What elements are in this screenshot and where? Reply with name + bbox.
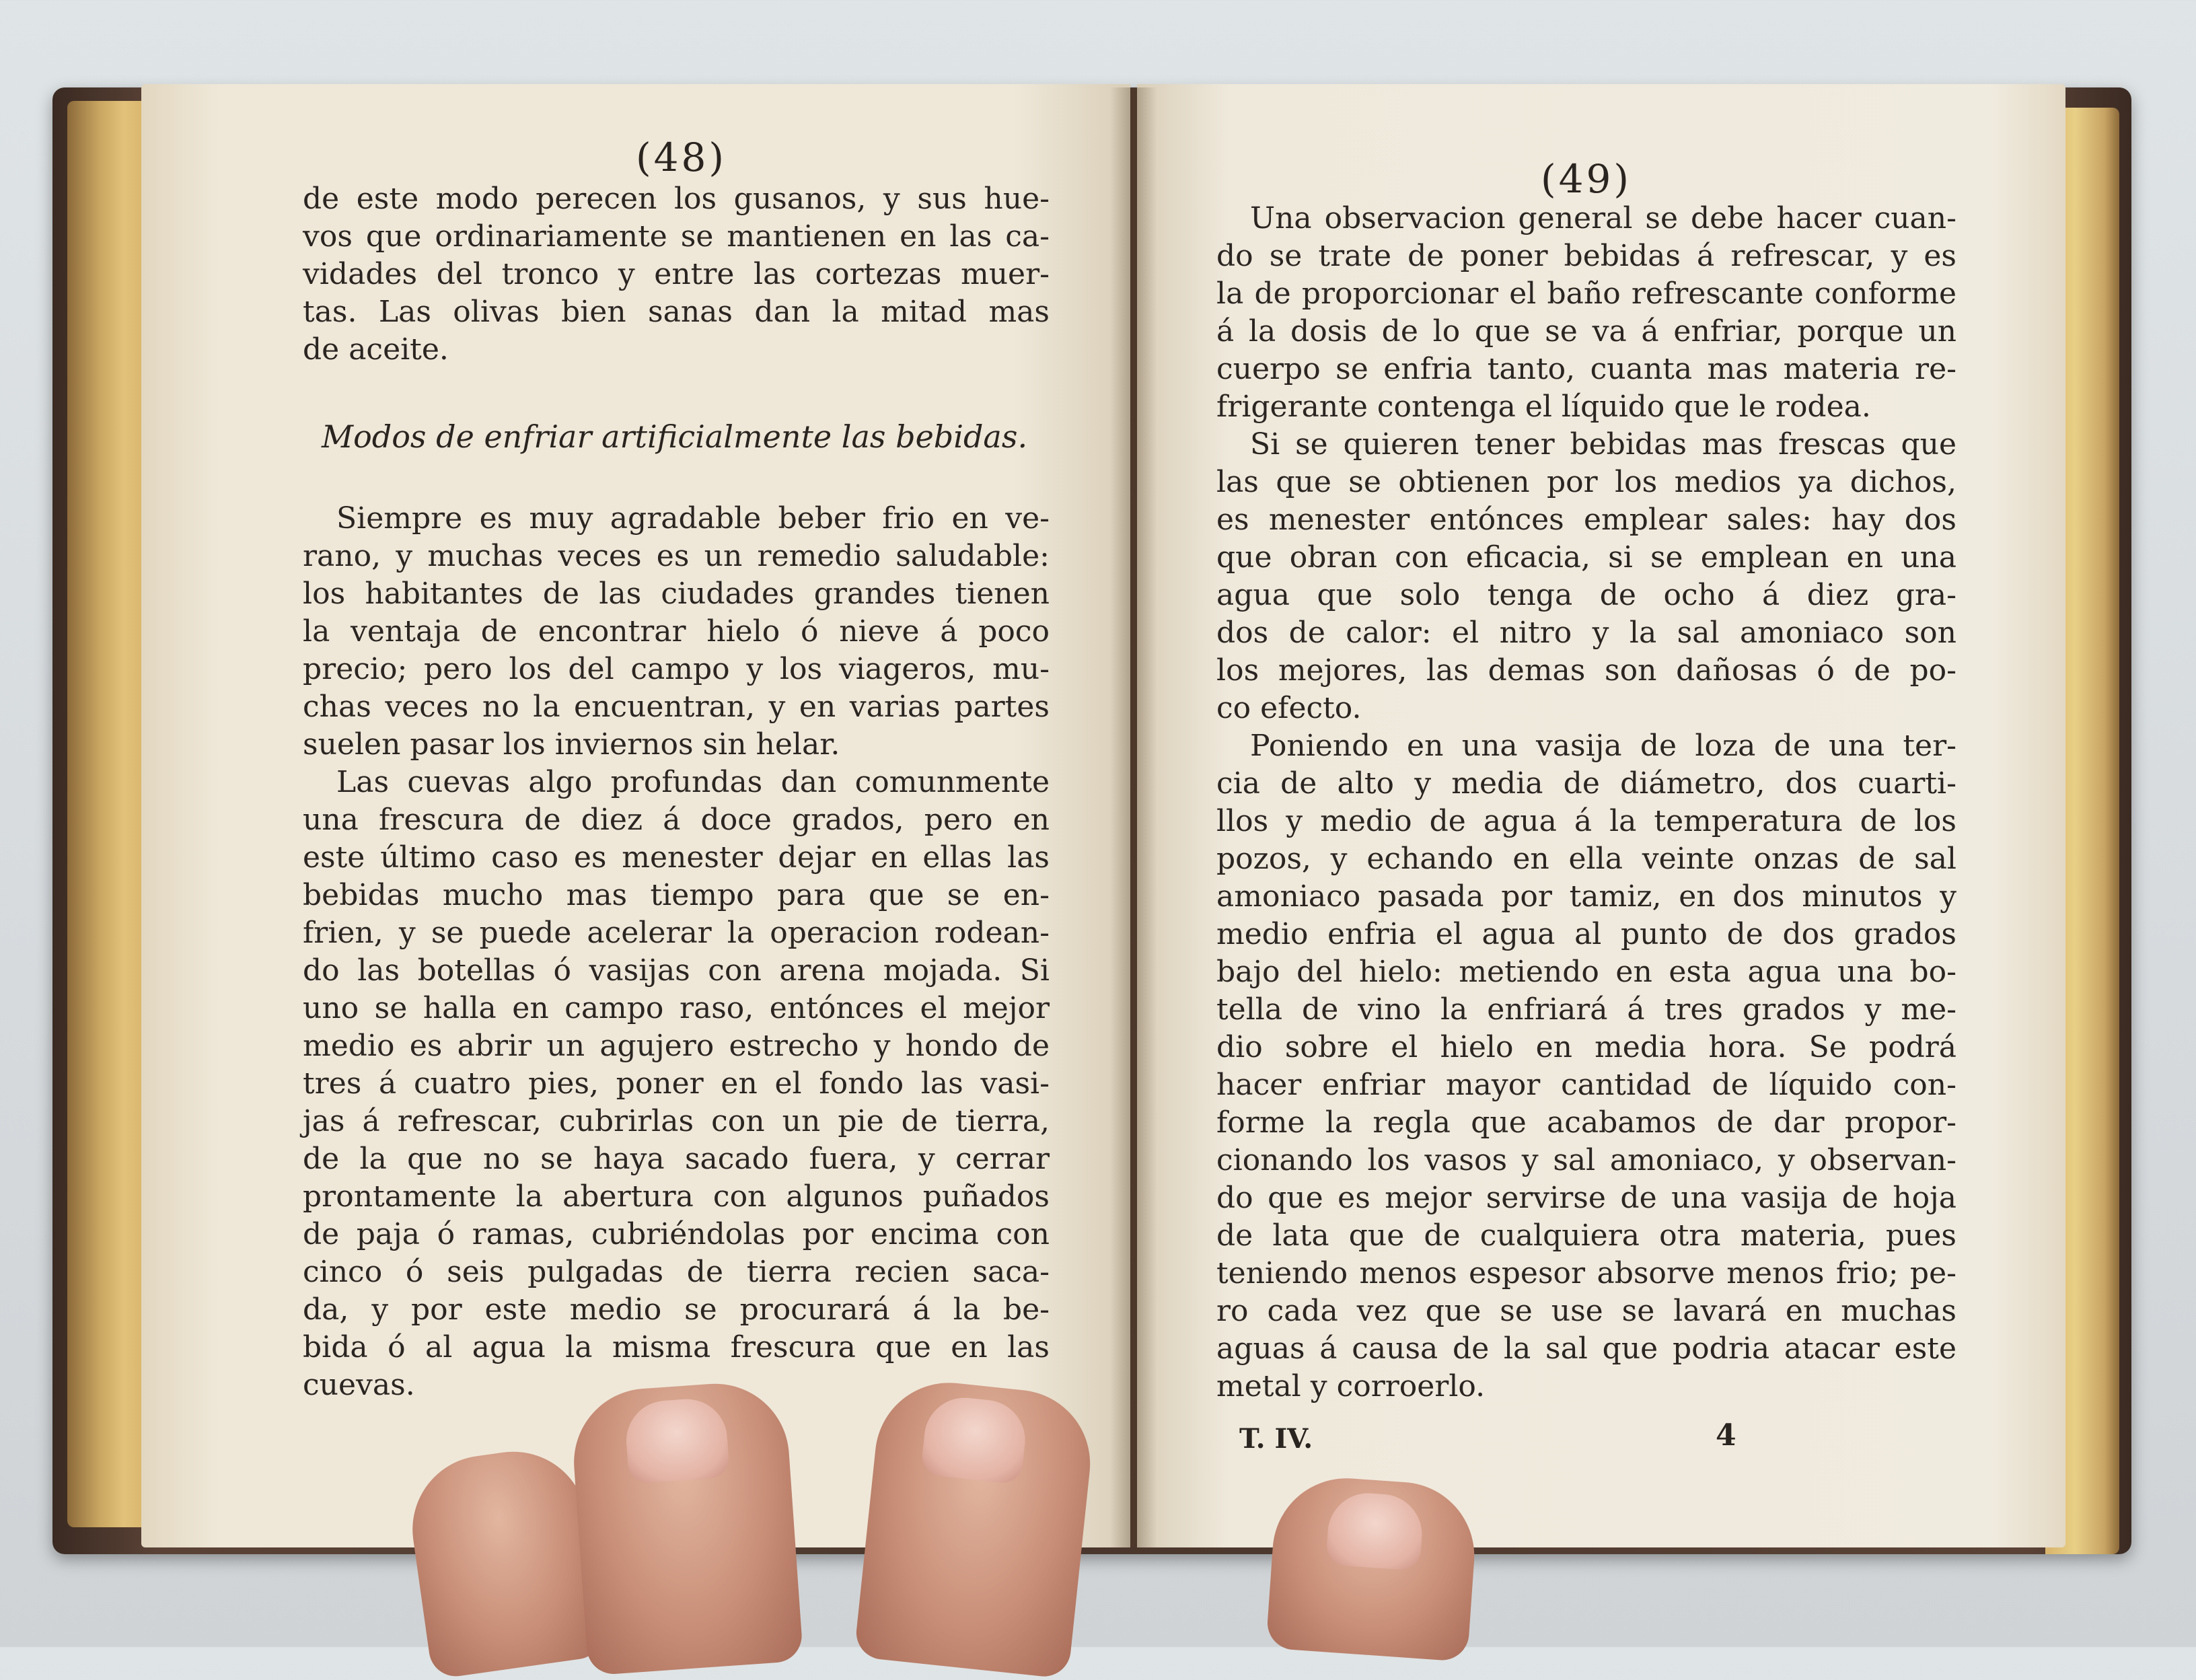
text-line: do que es mejor servirse de una vasija de hoja bbox=[1216, 1181, 1956, 1215]
text-line: frien, y se puede acelerar la operacion rodean- bbox=[303, 916, 1050, 950]
right-page-number: (49) bbox=[1541, 156, 1632, 202]
text-line: teniendo menos espesor absorve menos frio; pe- bbox=[1216, 1256, 1956, 1290]
text-line: es menester entónces emplear sales: hay dos bbox=[1216, 503, 1956, 537]
text-line: medio enfria el agua al punto de dos grados bbox=[1216, 917, 1956, 951]
text-line: que obran con eficacia, si se emplean en una bbox=[1216, 540, 1956, 575]
text-line: una frescura de diez á doce grados, pero en bbox=[303, 803, 1050, 837]
text-line: de aceite. bbox=[303, 332, 449, 367]
text-line: medio es abrir un agujero estrecho y hondo de bbox=[303, 1029, 1050, 1063]
text-line: metal y corroerlo. bbox=[1216, 1369, 1486, 1403]
page-edges-left bbox=[67, 101, 148, 1527]
left-page-number: (48) bbox=[636, 135, 727, 180]
text-line: tres á cuatro pies, poner en el fondo las vasi- bbox=[303, 1066, 1050, 1101]
text-line: co efecto. bbox=[1216, 691, 1362, 725]
text-line: hacer enfriar mayor cantidad de líquido con- bbox=[1216, 1068, 1956, 1102]
text-line: do las botellas ó vasijas con arena mojada. Si bbox=[303, 953, 1050, 988]
text-line: agua que solo tenga de ocho á diez gra- bbox=[1216, 578, 1956, 612]
text-line: frigerante contenga el líquido que le rodea. bbox=[1216, 390, 1871, 424]
text-line: dio sobre el hielo en media hora. Se podrá bbox=[1216, 1030, 1956, 1064]
text-line: ro cada vez que se use se lavará en muchas bbox=[1216, 1294, 1956, 1328]
book-gutter bbox=[1110, 87, 1157, 1547]
text-line: do se trate de poner bebidas á refrescar, y es bbox=[1216, 239, 1956, 273]
text-line: de paja ó ramas, cubriéndolas por encima con bbox=[303, 1217, 1050, 1251]
text-line: llos y medio de agua á la temperatura de los bbox=[1216, 804, 1956, 838]
thumbnail bbox=[1325, 1490, 1424, 1570]
text-line: de lata que de cualquiera otra materia, pues bbox=[1216, 1218, 1956, 1253]
text-line: los mejores, las demas son dañosas ó de po- bbox=[1216, 653, 1956, 688]
finger-right bbox=[854, 1375, 1097, 1679]
text-line: jas á refrescar, cubrirlas con un pie de tierra, bbox=[303, 1104, 1050, 1138]
text-line: bida ó al agua la misma frescura que en las bbox=[303, 1330, 1050, 1364]
text-line: de este modo perecen los gusanos, y sus hue- bbox=[303, 182, 1050, 216]
text-line: amoniaco pasada por tamiz, en dos minutos y bbox=[1216, 879, 1956, 914]
text-line: tella de vino la enfriará á tres grados y me- bbox=[1216, 992, 1956, 1027]
text-line: vos que ordinariamente se mantienen en las ca- bbox=[303, 219, 1050, 254]
fingernail bbox=[624, 1397, 730, 1484]
text-line: forme la regla que acabamos de dar propor- bbox=[1216, 1105, 1956, 1140]
text-line: la de proporcionar el baño refrescante conforme bbox=[1216, 277, 1956, 311]
text-line: aguas á causa de la sal que podria atacar este bbox=[1216, 1331, 1956, 1366]
text-line: Siempre es muy agradable beber frio en ve- bbox=[336, 501, 1050, 536]
text-line: da, y por este medio se procurará á la be- bbox=[303, 1292, 1050, 1327]
text-line: vidades del tronco y entre las cortezas muer- bbox=[303, 257, 1050, 291]
finger-middle bbox=[569, 1379, 804, 1675]
text-line: pozos, y echando en ella veinte onzas de sal bbox=[1216, 842, 1956, 876]
text-line: rano, y muchas veces es un remedio saludable: bbox=[303, 539, 1050, 573]
thumb-right bbox=[1266, 1473, 1479, 1662]
text-line: Poniendo en una vasija de loza de una ter- bbox=[1250, 729, 1956, 763]
text-line: Si se quieren tener bebidas mas frescas que bbox=[1250, 427, 1956, 462]
text-line: cuevas. bbox=[303, 1368, 415, 1402]
text-line: este último caso es menester dejar en ellas las bbox=[303, 840, 1050, 875]
text-line: suelen pasar los inviernos sin helar. bbox=[303, 727, 840, 762]
text-line: la ventaja de encontrar hielo ó nieve á poco bbox=[303, 614, 1050, 649]
text-line: cia de alto y media de diámetro, dos cuarti- bbox=[1216, 766, 1956, 801]
text-line: á la dosis de lo que se va á enfriar, porque un bbox=[1216, 314, 1956, 349]
text-line: prontamente la abertura con algunos puñados bbox=[303, 1179, 1050, 1214]
text-line: bajo del hielo: metiendo en esta agua una bo- bbox=[1216, 955, 1956, 989]
text-line: cionando los vasos y sal amoniaco, y observan- bbox=[1216, 1143, 1956, 1177]
text-line: dos de calor: el nitro y la sal amoniaco son bbox=[1216, 616, 1956, 650]
text-line: tas. Las olivas bien sanas dan la mitad mas bbox=[303, 295, 1050, 329]
text-line: cinco ó seis pulgadas de tierra recien saca- bbox=[303, 1255, 1050, 1289]
text-line: Una observacion general se debe hacer cuan- bbox=[1250, 201, 1956, 235]
text-line: precio; pero los del campo y los viageros, mu- bbox=[303, 652, 1050, 686]
left-top-paragraph bbox=[303, 180, 1050, 369]
text-line: los habitantes de las ciudades grandes tienen bbox=[303, 577, 1050, 611]
text-line: uno se halla en campo raso, entónces el mejor bbox=[303, 991, 1050, 1025]
text-line: de la que no se haya sacado fuera, y cerrar bbox=[303, 1142, 1050, 1176]
right-body-text bbox=[1216, 199, 1956, 1405]
text-line: cuerpo se enfria tanto, cuanta mas materia re- bbox=[1216, 352, 1956, 386]
text-line: chas veces no la encuentran, y en varias partes bbox=[303, 690, 1050, 724]
left-body-text bbox=[303, 499, 1050, 1403]
fingernail bbox=[920, 1394, 1029, 1485]
gathering-number: 4 bbox=[1716, 1418, 1736, 1453]
text-line: Las cuevas algo profundas dan comunmente bbox=[336, 765, 1050, 799]
section-heading: Modos de enfriar artificialmente las bebidas. bbox=[322, 418, 1028, 455]
text-line: las que se obtienen por los medios ya dichos, bbox=[1216, 465, 1956, 499]
text-line: bebidas mucho mas tiempo para que se en- bbox=[303, 878, 1050, 912]
signature-mark: T. IV. bbox=[1239, 1423, 1313, 1455]
